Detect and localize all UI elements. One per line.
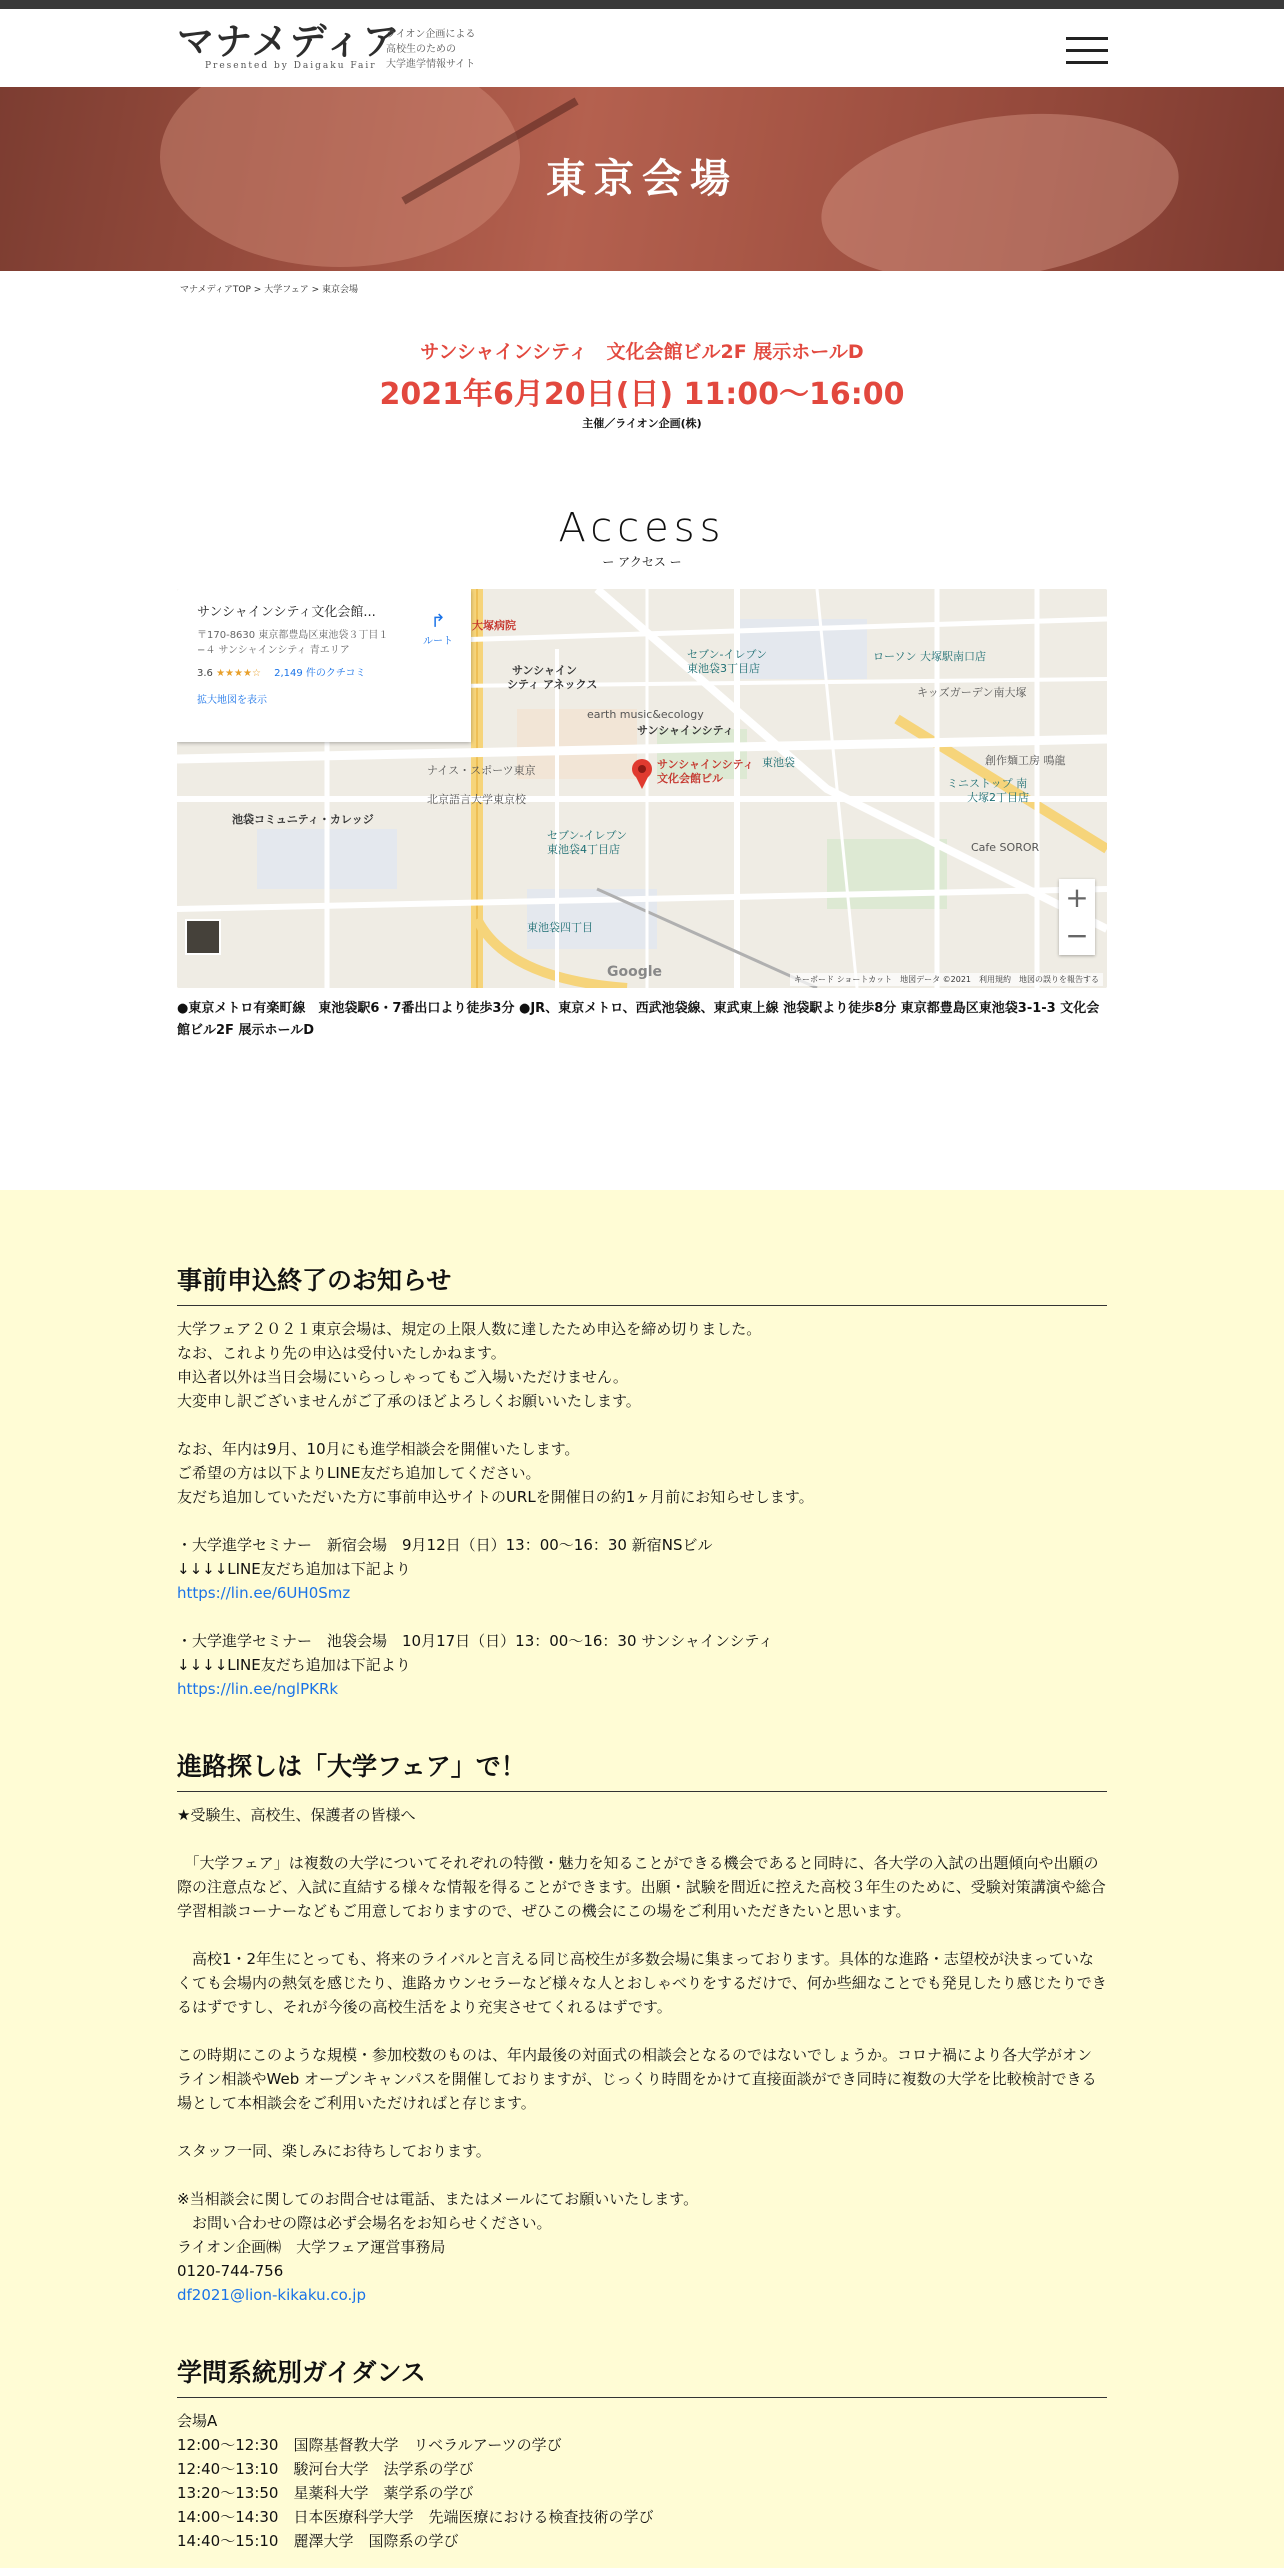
map-label: セブン-イレブン (687, 648, 768, 661)
site-tagline (386, 27, 475, 72)
map-label-venue: サンシャインシティ (657, 758, 754, 771)
notice-text: 申込者以外は当日会場にいらっしゃってもご入場いただけません。 (177, 1368, 628, 1386)
notice-text: ↓↓↓↓LINE友だち追加は下記より (177, 1656, 411, 1674)
guidance-item: 13:20～13:50 星薬科大学 薬学系の学び (177, 2484, 474, 2502)
contact-email-link[interactable]: df2021@lion-kikaku.co.jp (177, 2286, 366, 2304)
zoom-in-button[interactable]: + (1065, 881, 1089, 914)
map-label: 大塚2丁目店 (967, 791, 1029, 804)
notice-text: ・大学進学セミナー 池袋会場 10月17日（日）13：00〜16：30 サンシャインシティ (177, 1632, 774, 1650)
map-label: セブン-イレブン (547, 829, 628, 842)
map-label: 創作麺工房 鳴龍 (985, 754, 1066, 767)
guidance-venue: 会場A (177, 2412, 218, 2430)
hero-banner (0, 87, 1284, 271)
line-link-shinjuku[interactable]: https://lin.ee/6UH0Smz (177, 1584, 351, 1602)
line-link-ikebukuro[interactable]: https://lin.ee/nglPKRk (177, 1680, 339, 1698)
enlarge-map-link[interactable]: 拡大地図を表示 (197, 695, 267, 706)
guidance-item: 12:00～12:30 国際基督教大学 リベラルアーツの学び (177, 2436, 562, 2454)
breadcrumb-current: 東京会場 (322, 285, 359, 295)
access-subheading: ー アクセス ー (602, 555, 682, 569)
map-label: サンシャインシティ (637, 724, 734, 737)
map-info-card (177, 589, 471, 742)
guidance-heading: 学問系統別ガイダンス (177, 2353, 1107, 2398)
notice-text: なお、年内は9月、10月にも進学相談会を開催いたします。 (177, 1440, 580, 1458)
about-text: ★受験生、高校生、保護者の皆様へ (177, 1806, 416, 1824)
about-text: 「大学フェア」は複数の大学についてそれぞれの特徴・魅力を知ることができる機会であると同時に、各大学の入試の出題傾向や出願の際の注意点など、入試に直結する様々な情報を得ることができます。出願・試験を間近に控えた高校３年生のために、受験対策講演や総合学習相談コーナーなどもご用意しておりますので、ぜひこの機会にこの場をご利用いただきたいと思います。 (177, 1854, 1106, 1920)
tagline-line: 大学進学情報サイト (386, 59, 476, 70)
breadcrumb-separator: > (308, 285, 323, 295)
zoom-controls (1059, 879, 1095, 955)
about-heading: 進路探しは「大学フェア」で！ (177, 1747, 1107, 1792)
rating-stars-icon: ★★★★☆ (216, 668, 261, 679)
about-text: この時期にこのような規模・参加校数のものは、年内最後の対面式の相談会となるのではないでしょうか。コロナ禍により各大学がオンライン相談やWeb オープンキャンパスを開催しておりますが、じっくり時間をかけて直接面談ができ同時に複数の大学を比較検討できる場として本相談会をご利用いただければと存じます。 (177, 2046, 1097, 2112)
map-label: キッズガーデン南大塚 (917, 686, 1027, 699)
map-label: earth music&ecology (587, 708, 704, 721)
about-text: スタッフ一同、楽しみにお待ちしております。 (177, 2142, 491, 2160)
map-label: ナイス・スポーツ東京 (427, 764, 536, 777)
event-venue: サンシャインシティ 文化会館ビル2F 展示ホールD (420, 341, 864, 363)
directions-label: ルート (423, 636, 453, 647)
map-label: ローソン 大塚駅南口店 (873, 650, 987, 663)
notice-text: 大学フェア２０２１東京会場は、規定の上限人数に達したため申込を締め切りました。 (177, 1320, 762, 1338)
about-text: ライオン企画㈱ 大学フェア運営事務局 (177, 2238, 446, 2256)
rating-value: 3.6 (197, 668, 213, 679)
map-label: サンシャイン (512, 664, 577, 677)
event-organizer: 主催／ライオン企画(株) (582, 417, 702, 430)
notice-heading: 事前申込終了のお知らせ (177, 1261, 1107, 1306)
map-label: 東池袋 (762, 756, 795, 769)
notice-section (177, 1261, 1107, 1701)
phone-number: 0120-744-756 (177, 2262, 284, 2280)
map-label: 大塚病院 (472, 619, 516, 632)
map-label: 東池袋4丁目店 (547, 843, 620, 856)
map-place-rating (197, 664, 451, 679)
page-title: 東京会場 (546, 156, 738, 202)
access-heading: Access (558, 505, 726, 551)
logo-subtitle: Presented by Daigaku Fair (205, 61, 377, 71)
directions-icon: ↱ (430, 611, 446, 632)
notice-text: 友だち追加していただいた方に事前申込サイトのURLを開催日の約1ヶ月前にお知らせします。 (177, 1488, 814, 1506)
tagline-line: ライオン企画による (386, 29, 476, 40)
about-text: ※当相談会に関してのお問合せは電話、またはメールにてお願いいたします。 (177, 2190, 699, 2208)
breadcrumb (180, 282, 358, 295)
map-label: シティ アネックス (507, 678, 598, 691)
directions-button[interactable] (423, 611, 453, 647)
guidance-item: 14:40～15:10 麗澤大学 国際系の学び (177, 2532, 459, 2550)
site-logo[interactable] (177, 20, 401, 71)
notice-text: なお、これより先の申込は受付いたしかねます。 (177, 1344, 506, 1362)
tagline-line: 高校生のための (386, 44, 456, 55)
about-text: 高校1・2年生にとっても、将来のライバルと言える同じ高校生が多数会場に集まっております。具体的な進路・志望校が決まっていなくても会場内の熱気を感じたり、進路カウンセラーなど様々な人とおしゃべりをするだけで、何か些細なことでも発見したり感じたりできるはずですし、それが今後の高校生活をより充実させてくれるはずです。 (177, 1950, 1107, 2016)
guidance-item: 14:00～14:30 日本医療科学大学 先端医療における検査技術の学び (177, 2508, 654, 2526)
map-label: 東池袋四丁目 (527, 921, 593, 934)
top-strip (0, 0, 1284, 9)
about-text: お問い合わせの際は必ず会場名をお知らせください。 (177, 2214, 552, 2232)
reviews-link[interactable]: 2,149 件のクチコミ (274, 668, 366, 679)
map-footer[interactable]: キーボード ショートカット 地図データ ©2021 利用規約 地図の誤りを報告する (790, 973, 1103, 986)
street-view-icon[interactable] (185, 919, 221, 955)
zoom-out-button[interactable]: − (1065, 919, 1089, 952)
breadcrumb-fair-link[interactable]: 大学フェア (264, 285, 309, 295)
map-label-venue: 文化会館ビル (657, 772, 723, 785)
notice-text: ・大学進学セミナー 新宿会場 9月12日（日）13：00〜16：30 新宿NSビル (177, 1536, 713, 1554)
logo-text: マナメディア (177, 20, 401, 63)
guidance-section (177, 2353, 1107, 2553)
google-logo: Google (607, 964, 663, 980)
notice-text: ご希望の方は以下よりLINE友だち追加してください。 (177, 1464, 541, 1482)
access-directions: ●東京メトロ有楽町線 東池袋駅6・7番出口より徒歩3分 ●JR、東京メトロ、西武池袋線、東武東上線 池袋駅より徒歩8分 東京都豊島区東池袋3-1-3 文化会館ビル2F 展示ホールD (177, 1001, 1100, 1038)
breadcrumb-separator: > (250, 285, 265, 295)
map-label: Cafe SOROR (971, 841, 1040, 854)
map-label: 池袋コミュニティ・カレッジ (232, 813, 374, 826)
notice-text: 大変申し訳ございませんがご了承のほどよろしくお願いいたします。 (177, 1392, 641, 1410)
notice-text: ↓↓↓↓LINE友だち追加は下記より (177, 1560, 411, 1578)
map-place-address: 〒170-8630 東京都豊島区東池袋３丁目１−４ サンシャインシティ 青エリア (197, 630, 389, 656)
map-label: 北京語言大学東京校 (427, 793, 526, 806)
site-header (0, 9, 1284, 87)
map-label: ミニストップ 南 (947, 777, 1028, 790)
event-date: 2021年6月20日(日) 11:00～16:00 (379, 377, 905, 412)
about-section (177, 1747, 1107, 2307)
google-map[interactable] (177, 589, 1107, 988)
map-place-name: サンシャインシティ文化会館... (197, 605, 376, 620)
map-label: 東池袋3丁目店 (687, 662, 760, 675)
breadcrumb-home-link[interactable]: マナメディアTOP (180, 285, 251, 295)
menu-icon[interactable] (1066, 37, 1108, 69)
guidance-item: 12:40～13:10 駿河台大学 法学系の学び (177, 2460, 474, 2478)
